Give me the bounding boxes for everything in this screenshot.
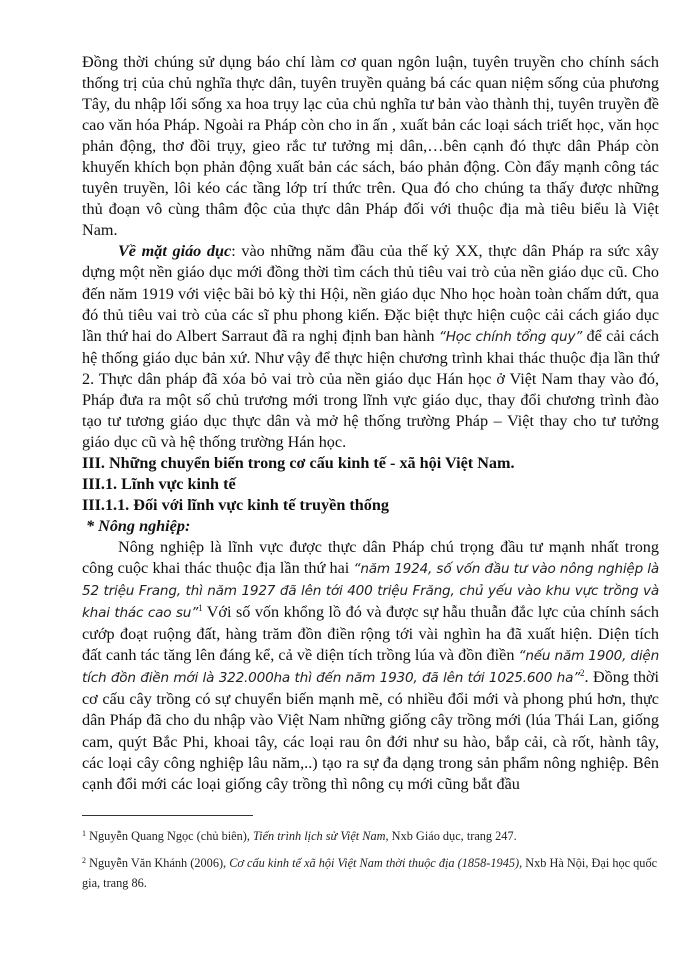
footnote-2-publisher: , Nxb Hà Nội, Đại học quốc gia, trang 86. xyxy=(82,856,658,890)
heading-agriculture: * Nông nghiệp: xyxy=(86,517,191,536)
footnote-1-number: 1 xyxy=(82,829,86,838)
agriculture-quote-2: “nếu năm 1900, diện tích đồn điền mới là 322.000ha thì đến năm 1930, đã lên tới 1025.600 ha” xyxy=(82,648,659,687)
agriculture-text-a: Nông nghiệp là lĩnh vực được thực dân Pháp chú trọng đầu tư mạnh nhất trong công cuộc khai thác thuộc địa lần thứ hai xyxy=(82,538,659,578)
footnote-1-publisher: Nxb Giáo dục, trang 247. xyxy=(388,829,517,843)
footnote-2 xyxy=(82,853,659,893)
footnote-1-title: Tiến trình lịch sử Việt Nam, xyxy=(253,829,389,843)
education-quote: “Học chính tổng quy” xyxy=(438,328,583,345)
footnote-2-author: Nguyễn Văn Khánh (2006), xyxy=(86,856,230,870)
heading-section-3-1-1: III.1.1. Đối với lĩnh vực kinh tế truyền thống xyxy=(82,495,389,514)
footnote-ref-2[interactable]: 2 xyxy=(580,668,585,679)
heading-section-3: III. Những chuyển biến trong cơ cấu kinh tế - xã hội Việt Nam. xyxy=(82,453,515,472)
footnote-separator xyxy=(82,815,253,816)
agriculture-text-b: Với số vốn khổng lồ đó và được sự hẫu thuẫn đắc lực của chính sách cướp đoạt ruộng đất, hàng trăm đồn điền rộng tới vài nghìn ha đã xuất hiện. Diện tích đất canh tác tăng lên đáng kể, cả về diện tích trồng lúa và đồn điền xyxy=(82,603,659,665)
footnote-ref-1[interactable]: 1 xyxy=(198,603,203,614)
education-text-b: để cải cách hệ thống giáo dục bản xứ. Như vậy để thực hiện chương trình khai thác thuộc địa lần thứ 2. Thực dân pháp đã xóa bỏ vai trò của nền giáo dục Hán học ở Việt Nam thay vào đó, Pháp đưa ra một số chủ trương mới trong lĩnh vực giáo dục, thay đổi chương trình đào tạo tư tương giáo dục thực dân và mở hệ thống trường Pháp – Việt thay cho tư tưởng giáo dục cũ và hệ thống trường Hán học. xyxy=(82,326,660,451)
document-page xyxy=(82,52,659,795)
paragraph-education xyxy=(82,241,659,452)
agriculture-text-c: . Đồng thời cơ cấu cây trồng có sự chuyển biến mạnh mẽ, có nhiều đổi mới và phong phú hơn, thực dân Pháp đã cho du nhập vào Việt Nam những giống cây trồng mới (lúa Thái Lan, giống cam, quýt Bắc Phi, khoai tây, các loại rau ôn đới như su hào, bắp cải, cà rốt, hành tây, các loại cây công nghiệp lâu năm,..) tạo ra sự đa dạng trong sản phẩm nông nghiệp. Bên cạnh đổi mới các loại giống cây trồng thì nông cụ mới cũng bắt đầu xyxy=(82,668,659,793)
heading-section-3-1: III.1. Lĩnh vực kinh tế xyxy=(82,474,236,493)
paragraph-agriculture xyxy=(82,537,659,795)
footnotes xyxy=(82,826,659,900)
paragraph-propaganda: Đồng thời chúng sử dụng báo chí làm cơ quan ngôn luận, tuyên truyền cho chính sách thống trị của chủ nghĩa thực dân, tuyên truyền quảng bá các quan niệm sống của phương Tây, du nhập lối sống xa hoa trụy lạc của chủ nghĩa tư bản vào thành thị, tuyên truyền đề cao văn hóa Pháp. Ngoài ra Pháp còn cho in ấn , xuất bản các loại sách triết học, văn học phản động, thơ đồi trụy, gieo rắc tư tưởng mị dân,…bên cạnh đó thực dân Pháp còn khuyến khích bọn phản động xuất bản các sách, báo phản động. Còn đẩy mạnh công tác tuyên truyền, lôi kéo các tầng lớp trí thức trên. Qua đó cho chúng ta thấy được những thủ đoạn vô cùng thâm độc của thực dân Pháp đối với thuộc địa mà tiêu biểu là Việt Nam. xyxy=(82,53,659,240)
education-lead: Về mặt giáo dục xyxy=(118,242,232,261)
footnote-2-number: 2 xyxy=(82,856,86,865)
footnote-1 xyxy=(82,826,659,846)
footnote-1-author: Nguyễn Quang Ngọc (chủ biên), xyxy=(86,829,253,843)
agriculture-quote-1: “năm 1924, số vốn đầu tư vào nông nghiệp là 52 triệu Frang, thì năm 1927 đã lên tới 400 triệu Frăng, chủ yếu vào khu vực trồng và khai thác cao su” xyxy=(82,561,659,622)
education-text-a: : vào những năm đầu của thế kỷ XX, thực dân Pháp ra sức xây dựng một nền giáo dục mới đồng thời tìm cách thủ tiêu vai trò của nền giáo dục cũ. Cho đến năm 1919 với việc bãi bỏ kỳ thi Hội, nền giáo dục Nho học hoàn toàn chấm dứt, qua đó thủ tiêu vai trò của các sĩ phu phong kiến. Đặc biệt thực hiện cuộc cải cách giáo dục lần thứ hai do Albert Sarraut đã ra nghị định ban hành xyxy=(82,242,659,345)
footnote-2-title: Cơ cấu kinh tế xã hội Việt Nam thời thuộc địa (1858-1945) xyxy=(229,856,520,870)
